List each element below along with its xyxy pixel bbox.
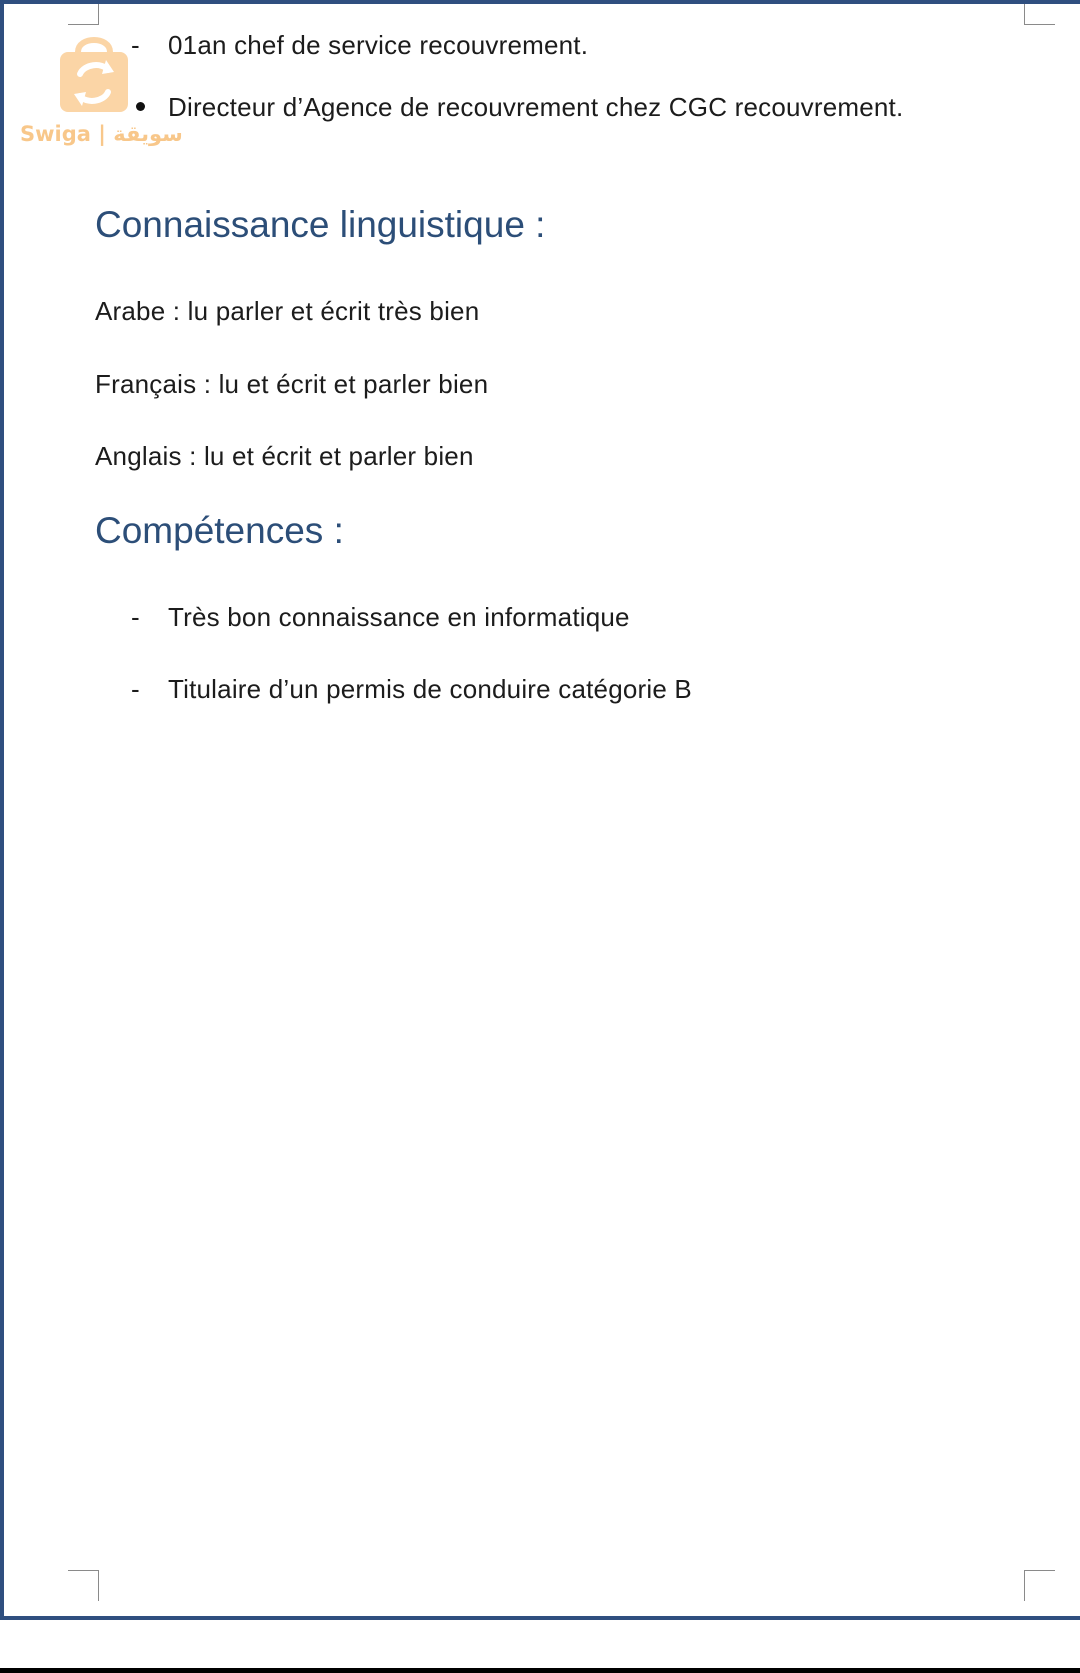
language-line-french: Français : lu et écrit et parler bien [95, 369, 489, 399]
crop-mark-bottom-left [68, 1570, 99, 1601]
list-marker-dash: - [131, 30, 140, 60]
page-gap [0, 1620, 1080, 1673]
swiga-logo-watermark [18, 30, 183, 150]
next-page-edge [0, 1668, 1080, 1673]
list-item-experience: 01an chef de service recouvrement. [168, 30, 589, 60]
crop-mark-top-left [68, 4, 99, 25]
list-item-experience: Directeur d’Agence de recouvrement chez CGC recouvrement. [168, 92, 904, 122]
list-marker-bullet [136, 102, 145, 111]
section-heading-languages: Connaissance linguistique : [95, 204, 546, 245]
list-item-skill: Titulaire d’un permis de conduire catégorie B [168, 674, 692, 704]
section-heading-skills: Compétences : [95, 510, 344, 551]
crop-mark-bottom-right [1024, 1570, 1055, 1601]
logo-text: Swiga | سويقة [20, 122, 183, 146]
list-item-skill: Très bon connaissance en informatique [168, 602, 630, 632]
crop-mark-top-right [1024, 4, 1055, 25]
list-marker-dash: - [131, 602, 140, 632]
shopping-bag-icon [18, 30, 178, 122]
language-line-arabic: Arabe : lu parler et écrit très bien [95, 296, 480, 326]
list-marker-dash: - [131, 674, 140, 704]
language-line-english: Anglais : lu et écrit et parler bien [95, 441, 474, 471]
